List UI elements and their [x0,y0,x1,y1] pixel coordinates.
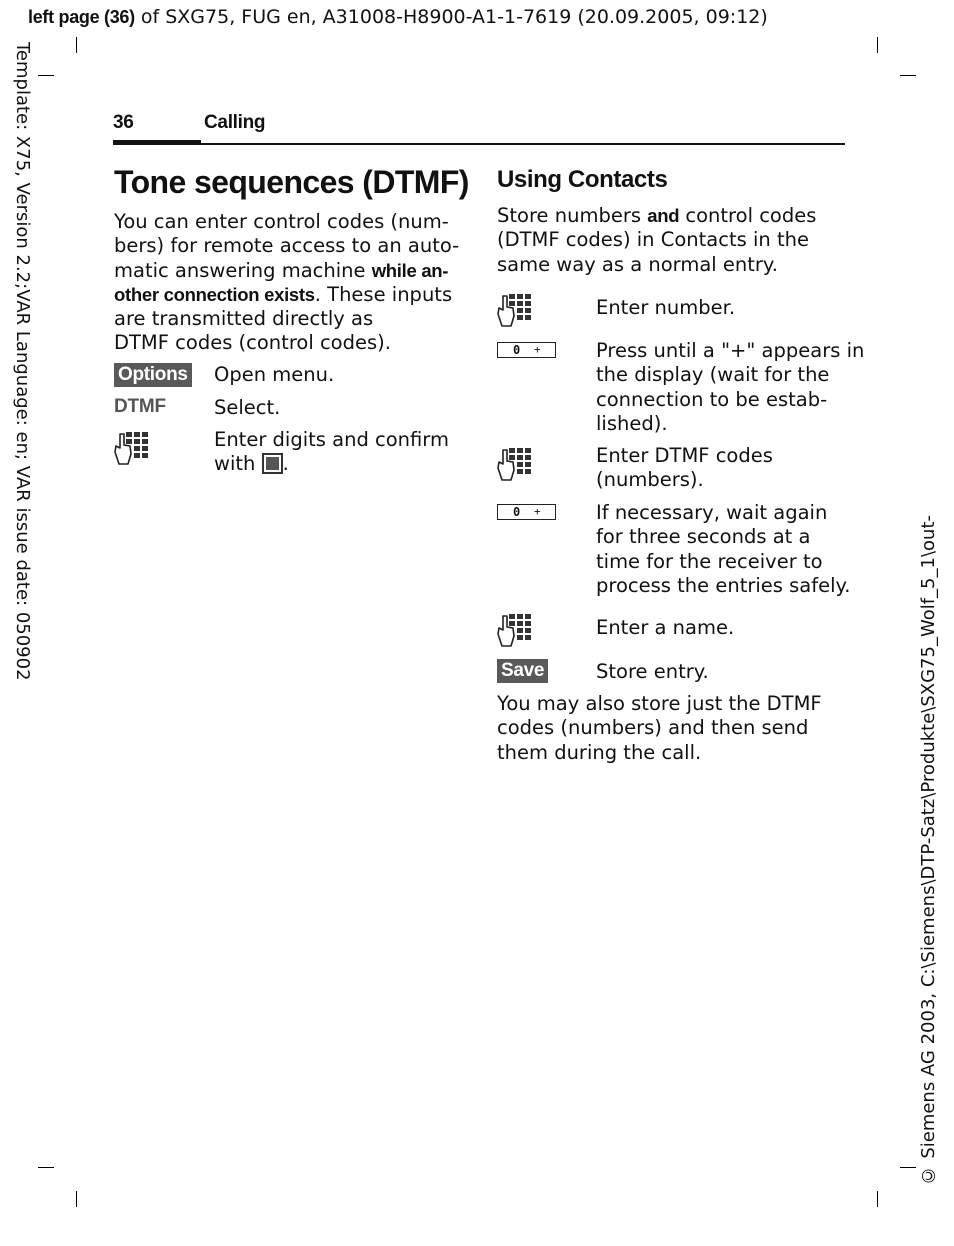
text-line: Enter DTMF codes [596,444,773,467]
text-span: . [282,452,289,476]
text-span: matic answering machine [114,258,372,282]
key-zero: 0 [513,343,521,357]
text-line: for three seconds at a [596,525,811,549]
crop-mark [38,1167,54,1168]
intro-paragraph [114,210,459,356]
text-span: Store numbers [497,204,648,227]
copyright-path: © Siemens AG 2003, C:\Siemens\DTP-Satz\Produkte\SXG75_Wolf_5_1\out- [918,515,939,1186]
text-line [214,452,449,476]
text-line: You may also store just the DTMF [497,692,822,715]
text-span: with [214,452,262,476]
key-zero: 0 [513,505,521,519]
step-text [596,444,773,493]
text-line: If necessary, wait again [596,501,828,524]
step-text [214,428,449,477]
section-title: Tone sequences (DTMF) [114,164,469,200]
center-key-icon [262,453,283,474]
print-metadata-page: left page (36) [28,7,135,27]
crop-mark [900,75,916,76]
text-line: (DTMF codes) in Contacts in the [497,228,809,252]
page-number: 36 [113,112,134,133]
running-header: Calling [204,112,266,133]
zero-plus-key-icon [497,342,556,358]
text-line [497,204,816,228]
subsection-title: Using Contacts [497,166,668,193]
crop-mark [900,1167,916,1168]
step-text: Enter number. [596,296,736,319]
crop-mark [76,37,77,53]
text-line [114,283,459,307]
dtmf-menu-label: DTMF [114,396,166,417]
text-span: control codes [679,204,817,227]
options-softkey: Options [114,363,192,387]
text-line: lished). [596,411,668,435]
header-rule [113,143,845,145]
text-line: connection to be estab- [596,387,828,411]
crop-mark [76,1191,77,1207]
emphasis: while an- [371,259,449,281]
contacts-intro [497,204,816,277]
text-line: You can enter control codes (num- [114,210,449,233]
step-text: Open menu. [214,363,335,386]
crop-mark [38,75,54,76]
text-line: the display (wait for the [596,363,830,387]
text-line: Press until a "+" appears in [596,339,865,362]
text-line: time for the receiver to [596,549,823,573]
emphasis: and [647,205,680,226]
emphasis: other connection exists [114,283,315,305]
zero-plus-key-icon [497,504,556,520]
crop-mark [877,37,878,53]
step-text [596,339,864,436]
keypad-hand-icon [497,292,535,332]
print-metadata [28,6,768,28]
step-text: Store entry. [596,660,709,683]
text-line: same way as a normal entry. [497,252,778,276]
contacts-outro [497,692,822,765]
keypad-hand-icon [497,612,535,652]
print-metadata-details: of SXG75, FUG en, A31008-H8900-A1-1-7619 (20.09.2005, 09:12) [134,6,768,28]
text-line: codes (numbers) and then send [497,716,809,740]
step-text [596,501,850,598]
key-plus: + [534,505,541,518]
text-line: process the entries safely. [596,573,851,597]
step-text: Select. [214,396,281,419]
crop-mark [877,1191,878,1207]
text-line: Enter digits and confirm [214,428,449,451]
text-line: DTMF codes (control codes). [114,331,391,355]
text-line: bers) for remote access to an auto- [114,234,460,258]
text-span: . These inputs [314,282,453,306]
text-line: are transmitted directly as [114,307,374,331]
step-text: Enter a name. [596,616,735,639]
keypad-hand-icon [114,430,152,470]
keypad-hand-icon [497,446,535,486]
save-softkey: Save [497,659,548,683]
key-plus: + [534,343,541,356]
text-line: (numbers). [596,468,704,492]
text-line: them during the call. [497,740,702,764]
text-line [114,259,459,283]
template-info: Template: X75, Version 2.2;VAR Language: en; VAR issue date: 050902 [12,42,33,681]
